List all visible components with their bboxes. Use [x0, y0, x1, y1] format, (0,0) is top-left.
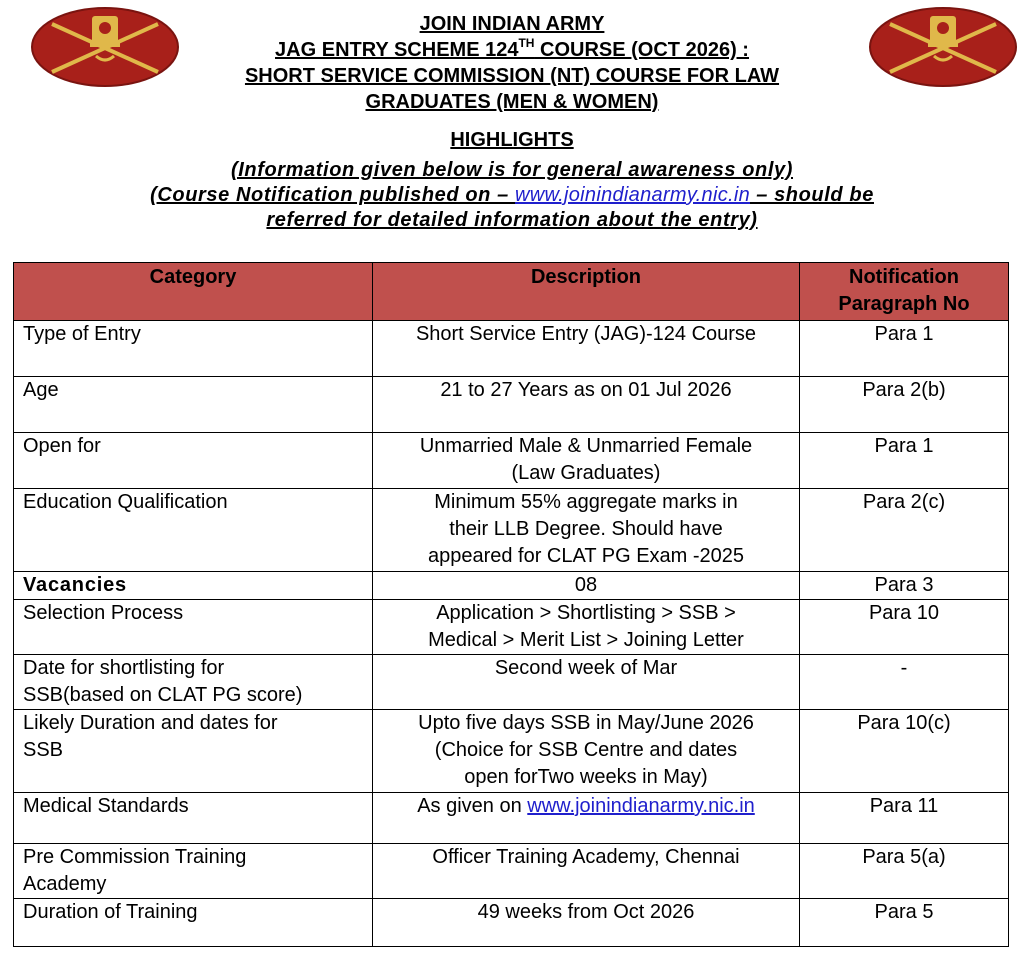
header-description: Description: [373, 263, 800, 321]
row-description: Upto five days SSB in May/June 2026 (Choice for SSB Centre and dates open forTwo weeks in May): [373, 710, 800, 793]
header-notification: Notification Paragraph No: [800, 263, 1009, 321]
row-paragraph: Para 10(c): [800, 710, 1009, 793]
row-paragraph: Para 3: [800, 572, 1009, 600]
table-header-row: [14, 263, 1009, 321]
row-description: 21 to 27 Years as on 01 Jul 2026: [373, 377, 800, 433]
row-paragraph: Para 11: [800, 793, 1009, 844]
row-paragraph: Para 10: [800, 600, 1009, 655]
row-paragraph: Para 2(c): [800, 489, 1009, 572]
row-description: Minimum 55% aggregate marks in their LLB Degree. Should have appeared for CLAT PG Exam -2025: [373, 489, 800, 572]
row-paragraph: Para 5(a): [800, 844, 1009, 899]
row-description: As given on www.joinindianarmy.nic.in: [373, 793, 800, 844]
row-category: Duration of Training: [14, 899, 373, 947]
row-category: Vacancies: [14, 572, 373, 600]
title-line-1: JOIN INDIAN ARMY: [419, 13, 605, 35]
row-description: Officer Training Academy, Chennai: [373, 844, 800, 899]
note-line-3: referred for detailed information about the entry): [266, 209, 758, 231]
table-row: [14, 655, 1009, 710]
row-category: Open for: [14, 433, 373, 489]
highlights-table: [13, 262, 1009, 947]
row-category: Pre Commission Training Academy: [14, 844, 373, 899]
row-description: 08: [373, 572, 800, 600]
title-line-3: SHORT SERVICE COMMISSION (NT) COURSE FOR LAW: [244, 65, 780, 87]
table-row: [14, 793, 1009, 844]
row-paragraph: Para 1: [800, 321, 1009, 377]
table-row: [14, 321, 1009, 377]
row-category: Selection Process: [14, 600, 373, 655]
header-category: Category: [14, 263, 373, 321]
row-description: Unmarried Male & Unmarried Female (Law Graduates): [373, 433, 800, 489]
table-row: [14, 710, 1009, 793]
table-row: [14, 433, 1009, 489]
table-row: [14, 600, 1009, 655]
title-line-4: GRADUATES (MEN & WOMEN): [365, 91, 659, 113]
table-row: [14, 489, 1009, 572]
awareness-note: [0, 158, 1024, 233]
table-row: [14, 572, 1009, 600]
row-category: Date for shortlisting for SSB(based on CLAT PG score): [14, 655, 373, 710]
medical-standards-link[interactable]: www.joinindianarmy.nic.in: [527, 795, 755, 817]
row-description: Application > Shortlisting > SSB > Medical > Merit List > Joining Letter: [373, 600, 800, 655]
row-paragraph: Para 2(b): [800, 377, 1009, 433]
highlights-heading: HIGHLIGHTS: [450, 129, 574, 151]
row-category: Likely Duration and dates for SSB: [14, 710, 373, 793]
document-title: [0, 11, 1024, 115]
row-paragraph: Para 5: [800, 899, 1009, 947]
row-category: Age: [14, 377, 373, 433]
row-description: Short Service Entry (JAG)-124 Course: [373, 321, 800, 377]
note-line-1: (Information given below is for general awareness only): [230, 159, 793, 181]
row-paragraph: -: [800, 655, 1009, 710]
row-category: Education Qualification: [14, 489, 373, 572]
row-category: Type of Entry: [14, 321, 373, 377]
title-line-2: JAG ENTRY SCHEME 124TH COURSE (OCT 2026) :: [275, 36, 749, 61]
note-line-2: (Course Notification published on – www.joinindianarmy.nic.in – should be: [150, 184, 874, 206]
table-row: [14, 377, 1009, 433]
row-description: 49 weeks from Oct 2026: [373, 899, 800, 947]
row-category: Medical Standards: [14, 793, 373, 844]
row-paragraph: Para 1: [800, 433, 1009, 489]
table-row: [14, 899, 1009, 947]
row-description: Second week of Mar: [373, 655, 800, 710]
table-row: [14, 844, 1009, 899]
notification-link[interactable]: www.joinindianarmy.nic.in: [515, 184, 751, 206]
